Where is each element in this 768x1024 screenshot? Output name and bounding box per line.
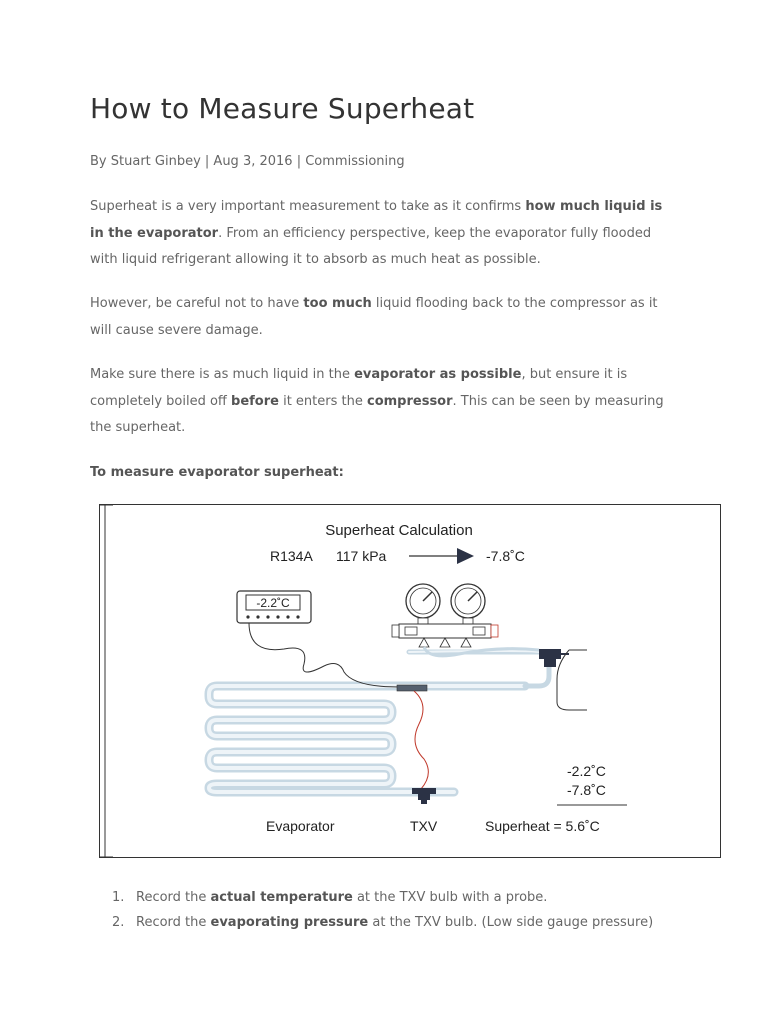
paragraph-text: , but ensure it is completely boiled off xyxy=(90,367,628,409)
section-heading xyxy=(90,460,680,487)
saturation-temp-label: -7.8˚C xyxy=(486,548,525,564)
paragraph-text: Superheat is a very important measurement to take as it confirms xyxy=(90,199,526,214)
diagram-svg xyxy=(99,504,721,858)
meta-separator: | xyxy=(200,154,214,169)
post-meta xyxy=(90,154,405,169)
meta-separator: | xyxy=(292,154,306,169)
heading-text: To measure evaporator superheat: xyxy=(90,465,344,480)
paragraph-bold: evaporator as possible xyxy=(354,367,522,382)
paragraph-text: . This can be seen by measuring the superheat. xyxy=(90,393,664,435)
paragraph-bold: too much xyxy=(303,296,372,311)
paragraph-text: liquid flooding back to the compressor as it will cause severe damage. xyxy=(90,296,658,338)
page-title: How to Measure Superheat xyxy=(90,92,475,125)
list-text: Record the xyxy=(136,915,211,930)
calc-saturation-temp: -7.8˚C xyxy=(567,782,606,798)
paragraph-text: However, be careful not to have xyxy=(90,296,304,311)
thermometer-reading: -2.2˚C xyxy=(256,596,290,610)
refrigerant-label: R134A xyxy=(270,548,313,564)
txv-label: TXV xyxy=(410,818,438,834)
paragraph-3 xyxy=(90,362,680,442)
paragraph-1 xyxy=(90,194,680,274)
paragraph-bold: before xyxy=(231,393,279,409)
author-link[interactable]: Stuart Ginbey xyxy=(110,154,201,169)
list-text: at the TXV bulb with a probe. xyxy=(352,890,548,905)
evaporator-label: Evaporator xyxy=(266,818,335,834)
list-text: Record the xyxy=(136,890,211,905)
list-item xyxy=(90,910,653,935)
paragraph-text: . From an efficiency perspective, keep the evaporator fully flooded with liquid refrigerant allowing it to absorb as much heat as possible. xyxy=(90,225,652,267)
list-item xyxy=(90,885,653,910)
list-number: 1. xyxy=(112,890,125,905)
meta-by: By xyxy=(90,154,107,169)
paragraph-bold: compressor xyxy=(366,393,453,409)
list-number: 2. xyxy=(112,915,125,930)
superheat-result: Superheat = 5.6˚C xyxy=(485,818,600,834)
pressure-label: 117 kPa xyxy=(336,548,387,564)
list-bold: actual temperature xyxy=(210,890,353,905)
diagram-title: Superheat Calculation xyxy=(325,522,473,539)
steps-list xyxy=(90,885,653,935)
superheat-diagram xyxy=(99,504,721,858)
calc-actual-temp: -2.2˚C xyxy=(567,763,606,779)
list-text: at the TXV bulb. (Low side gauge pressure) xyxy=(368,915,654,930)
paragraph-text: Make sure there is as much liquid in the xyxy=(90,367,355,382)
post-date: Aug 3, 2016 xyxy=(213,154,293,169)
figure-frame xyxy=(100,505,721,858)
txv-bulb-clamp xyxy=(397,685,427,691)
list-bold: evaporating pressure xyxy=(210,915,369,930)
paragraph-bold: how much liquid is in the evaporator xyxy=(90,199,663,241)
thermometer-icon xyxy=(237,591,311,623)
category-link[interactable]: Commissioning xyxy=(305,154,405,169)
paragraph-text: it enters the xyxy=(278,393,367,409)
paragraph-2 xyxy=(90,291,680,344)
